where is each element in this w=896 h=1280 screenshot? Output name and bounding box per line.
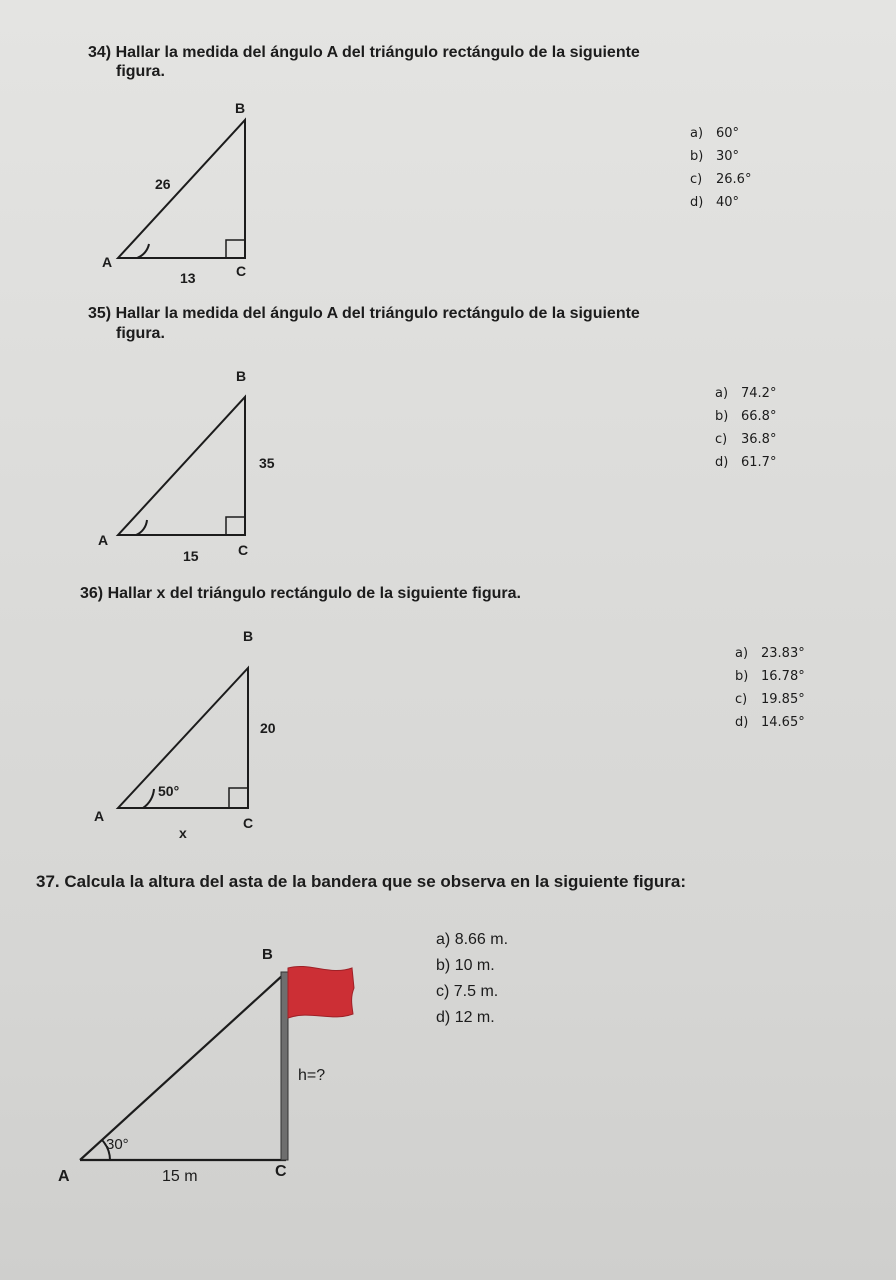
q36-option-a[interactable]: a) 23.83° <box>735 646 805 661</box>
q34-triangle <box>118 120 245 258</box>
q35-title-line1: Hallar la medida del ángulo A del triángulo rectángulo de la siguiente <box>115 305 640 322</box>
q35-options <box>715 386 776 478</box>
q34-title-line1: Hallar la medida del ángulo A del triángulo rectángulo de la siguiente <box>115 44 640 61</box>
flag-icon <box>288 966 354 1018</box>
q36-right-angle-mark <box>229 788 248 808</box>
q34-option-d[interactable]: d) 40° <box>690 195 740 210</box>
q34-triangle-shape <box>118 120 245 258</box>
q34-label-a: A <box>102 254 113 270</box>
q37-title <box>36 872 686 892</box>
q36-label-b: B <box>243 628 254 644</box>
q34-label-hyp: 26 <box>155 176 171 192</box>
q34-option-b[interactable]: b) 30° <box>690 149 740 164</box>
q37-option-b[interactable]: b) 10 m. <box>436 957 495 974</box>
q36-triangle-shape <box>118 668 248 808</box>
q37-label-a: A <box>58 1168 70 1185</box>
q37-title-line1: Calcula la altura del asta de la bandera que se observa en la siguiente figura: <box>64 872 687 891</box>
q35-label-side: 35 <box>259 455 275 471</box>
q36-label-c: C <box>243 815 254 831</box>
q36-title <box>80 583 521 605</box>
q37-number: 37. <box>36 872 60 891</box>
q34-label-b: B <box>235 100 246 116</box>
q36-option-b[interactable]: b) 16.78° <box>735 669 805 684</box>
q35-option-d[interactable]: d) 61.7° <box>715 455 777 470</box>
q36-triangle <box>118 668 248 808</box>
q37-label-c: C <box>275 1163 287 1180</box>
q36-label-x: x <box>179 825 187 841</box>
q37-label-b: B <box>262 946 273 963</box>
q37-option-d[interactable]: d) 12 m. <box>436 1009 495 1026</box>
q37-option-a[interactable]: a) 8.66 m. <box>436 931 509 948</box>
q35-angle-arc <box>136 520 147 535</box>
q35-option-a[interactable]: a) 74.2° <box>715 386 777 401</box>
q34-right-angle-mark <box>226 240 245 258</box>
q36-label-side: 20 <box>260 720 276 736</box>
q34-angle-arc <box>137 244 149 258</box>
q34-title <box>88 42 640 64</box>
q35-title <box>88 303 640 325</box>
q36-option-d[interactable]: d) 14.65° <box>735 715 805 730</box>
q35-label-c: C <box>238 542 249 558</box>
q37-options <box>436 931 508 1035</box>
q35-option-b[interactable]: b) 66.8° <box>715 409 777 424</box>
flag-pole <box>281 972 288 1160</box>
q37-label-angle: 30° <box>106 1136 129 1153</box>
q34-label-c: C <box>236 263 247 279</box>
q34-options <box>690 126 751 218</box>
q34-option-c[interactable]: c) 26.6° <box>690 172 752 187</box>
q35-label-b: B <box>236 368 247 384</box>
q34-title-line2: figura. <box>116 63 165 80</box>
q35-label-a: A <box>98 532 109 548</box>
q36-option-c[interactable]: c) 19.85° <box>735 692 805 707</box>
q35-right-angle-mark <box>226 517 245 535</box>
q35-triangle <box>118 397 245 535</box>
q37-label-height: h=? <box>298 1067 326 1084</box>
q36-number: 36) <box>80 585 104 602</box>
q37-figure <box>80 966 354 1160</box>
q36-label-angle: 50° <box>158 783 180 799</box>
q36-title-line1: Hallar x del triángulo rectángulo de la siguiente figura. <box>107 585 521 602</box>
q35-number: 35) <box>88 305 112 322</box>
q35-option-c[interactable]: c) 36.8° <box>715 432 777 447</box>
q34-number: 34) <box>88 44 112 61</box>
q37-label-base: 15 m <box>162 1168 198 1185</box>
q35-label-base: 15 <box>183 548 199 564</box>
q35-triangle-shape <box>118 397 245 535</box>
q34-option-a[interactable]: a) 60° <box>690 126 740 141</box>
q36-angle-arc <box>143 789 154 808</box>
q37-hypotenuse <box>80 975 283 1160</box>
q35-title-line2: figura. <box>116 325 165 342</box>
q36-options <box>735 646 805 738</box>
q36-label-a: A <box>94 808 105 824</box>
q34-label-base: 13 <box>180 270 196 286</box>
q37-option-c[interactable]: c) 7.5 m. <box>436 983 499 1000</box>
